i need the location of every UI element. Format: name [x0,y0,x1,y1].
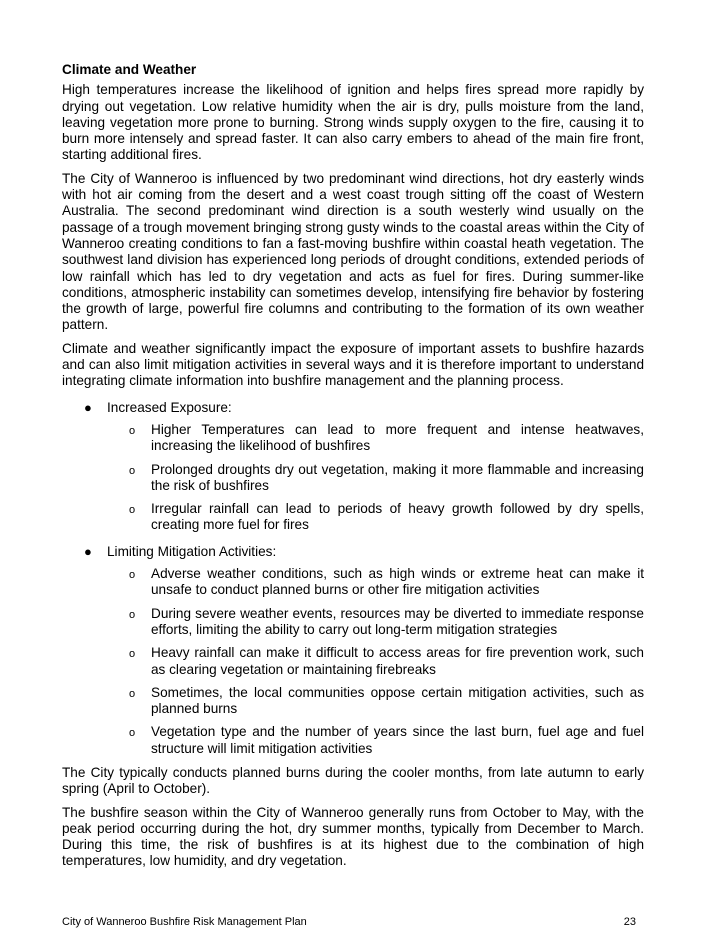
sub-list-item [62,645,644,678]
sub-item-text: Adverse weather conditions, such as high winds or extreme heat can make it unsafe to conduct planned burns or other fire mitigation activities [151,566,644,598]
sub-list-item [62,462,644,495]
bullet-dot-icon: ● [84,399,92,415]
paragraph: The City typically conducts planned burns during the cooler months, from late autumn to early spring (April to October). [62,764,644,797]
sub-list-item [62,685,644,718]
sub-list [62,566,644,757]
sub-list [62,422,644,534]
bullet-item-increased-exposure [62,400,644,416]
page-number: 23 [623,916,636,928]
sub-list-item [62,422,644,455]
bullet-label: Limiting Mitigation Activities: [107,543,277,559]
circle-bullet-icon: o [129,569,136,582]
paragraph: High temperatures increase the likelihood of ignition and helps fires spread more rapidly by drying out vegetation. Low relative humidity when the air is dry, pulls moisture from the land, leaving vegetation more prone to burning. Strong winds supply oxygen to the fire, causing it to burn more intensely and spread faster. It can also carry embers to ahead of the main fire front, starting additional fires. [62,82,644,163]
circle-bullet-icon: o [129,464,136,477]
footer-title: City of Wanneroo Bushfire Risk Management Plan [62,916,307,928]
circle-bullet-icon: o [129,608,136,621]
sub-item-text: Prolonged droughts dry out vegetation, making it more flammable and increasing the risk of bushfires [151,461,644,493]
sub-item-text: Irregular rainfall can lead to periods of heavy growth followed by dry spells, creating more fuel for fires [151,501,644,533]
paragraph: The bushfire season within the City of Wanneroo generally runs from October to May, with the peak period occurring during the hot, dry summer months, typically from December to March. During this time, the risk of bushfires is at its highest due to the combination of high temperatures, low humidity, and dry vegetation. [62,804,644,869]
circle-bullet-icon: o [129,648,136,661]
page-content [62,62,644,877]
sub-item-text: Sometimes, the local communities oppose certain mitigation activities, such as planned burns [151,684,644,717]
circle-bullet-icon: o [129,424,136,437]
sub-item-text: Vegetation type and the number of years since the last burn, fuel age and fuel structure will limit mitigation activities [151,724,644,756]
bullet-label: Increased Exposure: [107,399,232,415]
sub-list-item [62,501,644,534]
paragraph: The City of Wanneroo is influenced by two predominant wind directions, hot dry easterly winds with hot air coming from the desert and a west coast trough sitting off the coast of Western Australia. The second predominant wind direction is a south westerly wind usually on the passage of a trough movement bringing strong gusty winds to the coastal areas within the City of Wanneroo creating conditions to fan a fast-moving bushfire within coastal heath vegetation. The southwest land division has experienced long periods of drought conditions, extended periods of low rainfall which has led to dry vegetation and acts as fuel for fires. During summer-like conditions, atmospheric instability can sometimes develop, intensifying fire behavior by fostering the growth of large, powerful fire columns and contributing to the formation of its own weather pattern. [62,170,644,333]
sub-list-item [62,566,644,599]
section-heading: Climate and Weather [62,62,197,77]
sub-item-text: Higher Temperatures can lead to more frequent and intense heatwaves, increasing the likelihood of bushfires [151,421,644,454]
circle-bullet-icon: o [129,687,136,700]
sub-list-item [62,724,644,757]
circle-bullet-icon: o [129,504,136,517]
paragraph: Climate and weather significantly impact the exposure of important assets to bushfire hazards and can also limit mitigation activities in several ways and it is therefore important to understand integrating climate information into bushfire management and the planning process. [62,340,644,389]
bullet-item-limiting-mitigation [62,544,644,560]
bullet-dot-icon: ● [84,543,92,559]
sub-list-item [62,606,644,639]
bullet-list [62,400,644,757]
circle-bullet-icon: o [129,727,136,740]
sub-item-text: Heavy rainfall can make it difficult to access areas for fire prevention work, such as clearing vegetation or maintaining firebreaks [151,645,644,677]
sub-item-text: During severe weather events, resources may be diverted to immediate response efforts, limiting the ability to carry out long-term mitigation strategies [151,605,644,637]
